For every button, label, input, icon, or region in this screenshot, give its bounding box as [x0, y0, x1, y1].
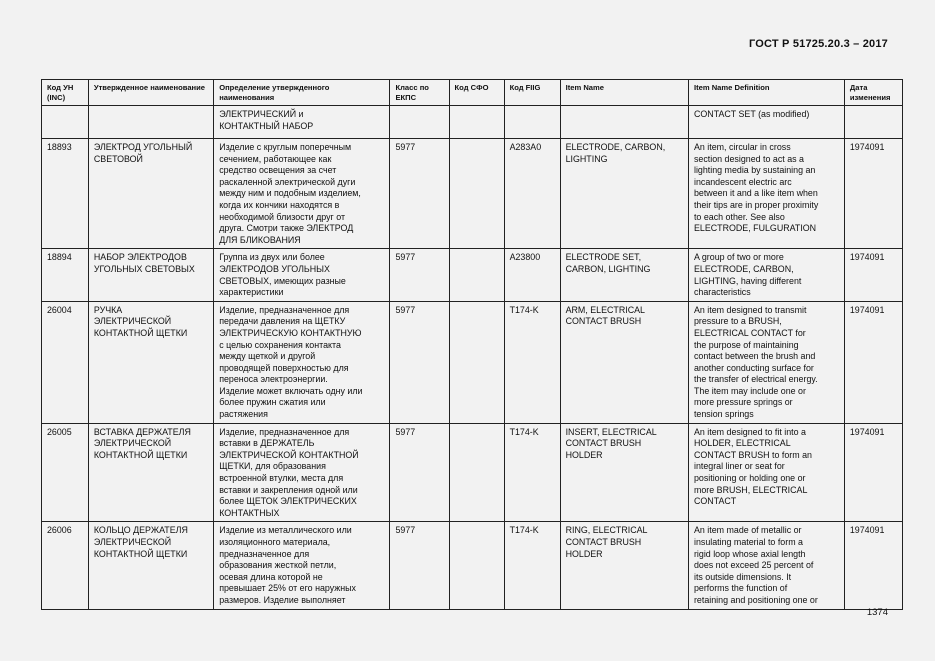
cell-date: 1974091 — [844, 301, 902, 423]
cell-item-definition: An item designed to fit into a HOLDER, ELECTRICAL CONTACT BRUSH to form an integral liner or seat for positioning or holding one or more BRUSH, ELECTRICAL CONTACT — [688, 423, 844, 522]
cell-sfo — [449, 139, 504, 249]
cell-item-name: INSERT, ELECTRICAL CONTACT BRUSH HOLDER — [560, 423, 688, 522]
table-row — [42, 139, 903, 249]
cell-fiig: T174-K — [504, 522, 560, 609]
cell-item-definition: CONTACT SET (as modified) — [688, 106, 844, 139]
cell-definition: ЭЛЕКТРИЧЕСКИЙ и КОНТАКТНЫЙ НАБОР — [214, 106, 390, 139]
column-header-class: Класс по ЕКПС — [390, 80, 449, 106]
cell-date: 1974091 — [844, 522, 902, 609]
cell-definition: Изделие из металлического или изоляционного материала, предназначенное для образования жесткой петли, осевая длина которой не превышает 25% от его наружных размеров. Изделие выполняет — [214, 522, 390, 609]
cell-inc: 26004 — [42, 301, 89, 423]
cell-class: 5977 — [390, 301, 449, 423]
cell-item-name: ARM, ELECTRICAL CONTACT BRUSH — [560, 301, 688, 423]
cell-approved-name — [88, 106, 213, 139]
table-row — [42, 522, 903, 609]
cell-approved-name: ЭЛЕКТРОД УГОЛЬНЫЙ СВЕТОВОЙ — [88, 139, 213, 249]
cell-item-definition: A group of two or more ELECTRODE, CARBON, LIGHTING, having different characteristics — [688, 249, 844, 301]
cell-class — [390, 106, 449, 139]
cell-inc — [42, 106, 89, 139]
cell-definition: Группа из двух или более ЭЛЕКТРОДОВ УГОЛЬНЫХ СВЕТОВЫХ, имеющих разные характеристики — [214, 249, 390, 301]
cell-sfo — [449, 522, 504, 609]
cell-inc: 26006 — [42, 522, 89, 609]
cell-sfo — [449, 106, 504, 139]
table-row — [42, 106, 903, 139]
cell-date: 1974091 — [844, 249, 902, 301]
catalog-table — [41, 79, 903, 610]
cell-fiig: T174-K — [504, 423, 560, 522]
cell-date: 1974091 — [844, 423, 902, 522]
column-header-item-definition: Item Name Definition — [688, 80, 844, 106]
cell-class: 5977 — [390, 139, 449, 249]
cell-item-name: ELECTRODE, CARBON, LIGHTING — [560, 139, 688, 249]
page-number: 1374 — [866, 607, 888, 618]
cell-item-definition: An item, circular in cross section designed to act as a lighting media by sustaining an incandescent electric arc between it and a like item when their tips are in proper proximity to each other. See also ELECTRODE, FULGURATION — [688, 139, 844, 249]
cell-item-name — [560, 106, 688, 139]
cell-fiig: T174-K — [504, 301, 560, 423]
cell-fiig — [504, 106, 560, 139]
cell-inc: 26005 — [42, 423, 89, 522]
cell-approved-name: КОЛЬЦО ДЕРЖАТЕЛЯ ЭЛЕКТРИЧЕСКОЙ КОНТАКТНОЙ ЩЕТКИ — [88, 522, 213, 609]
column-header-date: Дата изменения — [844, 80, 902, 106]
table-row — [42, 301, 903, 423]
cell-class: 5977 — [390, 249, 449, 301]
cell-sfo — [449, 249, 504, 301]
cell-fiig: A23800 — [504, 249, 560, 301]
cell-date: 1974091 — [844, 139, 902, 249]
column-header-definition: Определение утвержденного наименования — [214, 80, 390, 106]
cell-definition: Изделие, предназначенное для передачи давления на ЩЕТКУ ЭЛЕКТРИЧЕСКУЮ КОНТАКТНУЮ с целью сохранения контакта между щеткой и другой проводящей поверхностью для переноса электроэнергии. Изделие может включать одну или более пружин сжатия или растяжения — [214, 301, 390, 423]
cell-inc: 18893 — [42, 139, 89, 249]
column-header-inc: Код УН (INC) — [42, 80, 89, 106]
table-row — [42, 423, 903, 522]
column-header-fiig: Код FIIG — [504, 80, 560, 106]
standard-title: ГОСТ Р 51725.20.3 – 2017 — [748, 38, 888, 50]
cell-definition: Изделие с круглым поперечным сечением, работающее как средство освещения за счет раскаленной электрической дуги между ним и подобным изделием, когда их кончики находятся в необходимой близости друг от друга. Смотри также ЭЛЕКТРОД ДЛЯ БЛИКОВАНИЯ — [214, 139, 390, 249]
cell-item-definition: An item designed to transmit pressure to a BRUSH, ELECTRICAL CONTACT for the purpose of maintaining contact between the brush and another conducting surface for the transfer of electrical energy. The item may include one or more pressure springs or tension springs — [688, 301, 844, 423]
table-row — [42, 249, 903, 301]
cell-date — [844, 106, 902, 139]
cell-approved-name: РУЧКА ЭЛЕКТРИЧЕСКОЙ КОНТАКТНОЙ ЩЕТКИ — [88, 301, 213, 423]
cell-definition: Изделие, предназначенное для вставки в ДЕРЖАТЕЛЬ ЭЛЕКТРИЧЕСКОЙ КОНТАКТНОЙ ЩЕТКИ, для образования встроенной втулки, места для вставки и закрепления одной или более ЩЕТОК ЭЛЕКТРИЧЕСКИХ КОНТАКТНЫХ — [214, 423, 390, 522]
column-header-item-name: Item Name — [560, 80, 688, 106]
cell-item-name: ELECTRODE SET, CARBON, LIGHTING — [560, 249, 688, 301]
cell-fiig: A283A0 — [504, 139, 560, 249]
cell-class: 5977 — [390, 522, 449, 609]
table-header-row — [42, 80, 903, 106]
cell-item-name: RING, ELECTRICAL CONTACT BRUSH HOLDER — [560, 522, 688, 609]
cell-class: 5977 — [390, 423, 449, 522]
cell-sfo — [449, 423, 504, 522]
column-header-sfo: Код СФО — [449, 80, 504, 106]
column-header-approved-name: Утвержденное наименование — [88, 80, 213, 106]
cell-approved-name: ВСТАВКА ДЕРЖАТЕЛЯ ЭЛЕКТРИЧЕСКОЙ КОНТАКТНОЙ ЩЕТКИ — [88, 423, 213, 522]
cell-item-definition: An item made of metallic or insulating material to form a rigid loop whose axial length does not exceed 25 percent of its outside dimensions. It performs the function of retaining and positioning one or — [688, 522, 844, 609]
cell-approved-name: НАБОР ЭЛЕКТРОДОВ УГОЛЬНЫХ СВЕТОВЫХ — [88, 249, 213, 301]
cell-inc: 18894 — [42, 249, 89, 301]
cell-sfo — [449, 301, 504, 423]
